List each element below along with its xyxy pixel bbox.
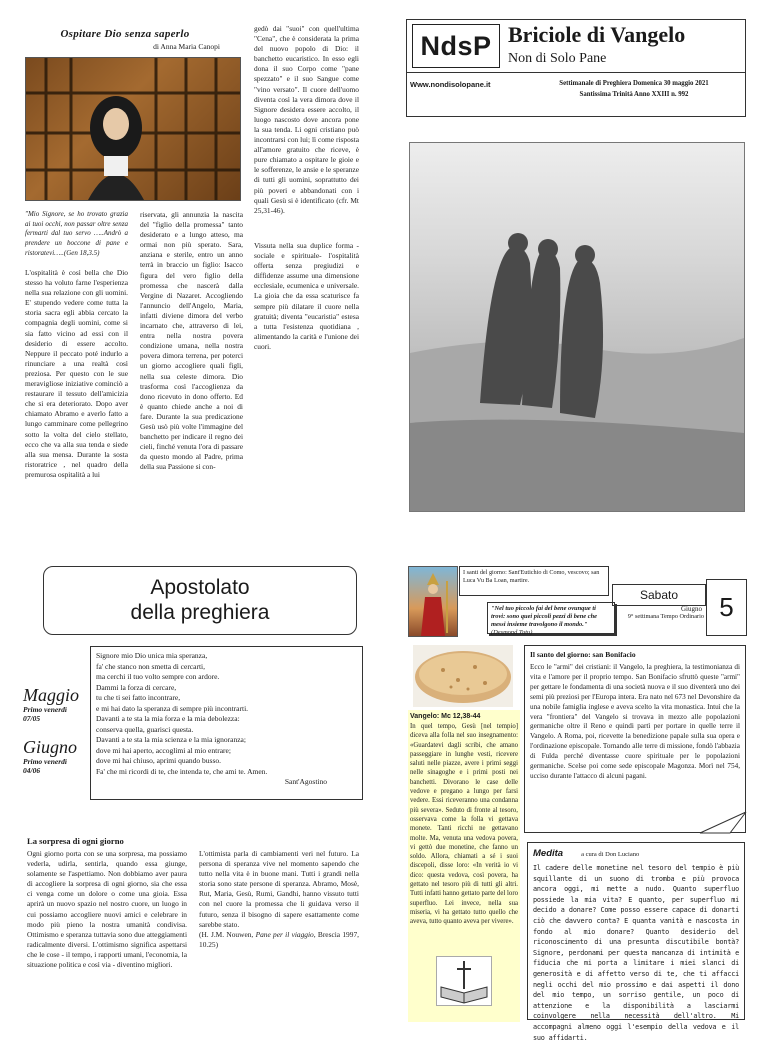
tutu-author: (Desmond Tutu) [491,629,533,636]
saints-box [459,566,609,596]
prayer-author: Sant'Agostino [284,777,327,786]
masthead-subtitle: Non di Solo Pane [508,51,607,66]
article-source-pre: (H. J.M. Nouwen, [199,929,256,939]
medita-box [527,842,745,1042]
month-june-sub: Primo venerdì [23,757,67,766]
engraving-disciples [409,142,745,512]
prayer-line: Davanti a te sta la mia forza e la mia debolezza: [96,714,240,723]
month-june [23,737,93,775]
prayer-line: dove mi hai aperto, accoglimi al mio entrare; [96,745,231,755]
bread-image [413,645,513,707]
apostolato-title-1: Apostolato [150,576,250,599]
prayer-line: tu che ti sei fatto incontrare, [96,693,181,702]
article-title: La sorpresa di ogni giorno [27,836,124,846]
prayer-line: Fa' che mi ricordi di te, che intenda te, che ami te. Amen. [96,766,268,776]
q1-col3b: Vissuta nella sua duplice forma - sociale e spirituale- l'ospitalità offerta senza pregiudizi e diffidenze assume una dimensione ecclesiale, ecumenica e universale. La gioia che da essa scaturisce fa sempre più dilatare il cuore nella gratuità; diventa "eucaristia" estesa a tutta l'esistenza quotidiana , alimentando la carità e l'unione dei cuori. [254,241,359,351]
issue-line-1: Settimanale di Preghiera Domenica 30 maggio 2021 [559,80,709,87]
q1-author: di Anna Maria Canopi [153,42,220,51]
prayer-line: dove mi hai chiuso, aprimi quando busso. [96,756,221,765]
figures-icon [410,143,744,511]
prayer-line: Davanti a te sta la mia scienza e la mia ignoranza; [96,735,246,744]
issue-line-2: Santissima Trinità Anno XXIII n. 992 [579,91,689,98]
page-curl-icon [700,812,746,834]
saints-of-day: I santi del giorno: Sant'Eutichio di Como, vescovo; san Luca Vu Ba Loan, martire. [463,569,600,584]
masthead-divider [406,72,746,73]
saint-of-day-box [524,645,746,833]
medita-author: a cura di Don Luciano [581,851,640,858]
gospel-reference: Vangelo: Mc 12,38-44 [410,713,481,720]
medita-header [533,846,739,861]
article-col-2 [199,849,359,1021]
tutu-quote-box [487,602,615,634]
day-name: Sabato [639,588,679,602]
article-col-2-text: L'ottimista parla di cambiamenti veri nel futuro. La persona di speranza vive nel momento sapendo che tutto nella vita è in buone mani. Tutti i grandi nella storia sono state persone di speranza. Abramo, Mosè, Rut, Maria, Gesù, Rumi, Gandhi, hanno vissuto tutti con nel cuore la promessa che li guidava verso il futuro, senza il bisogno di sapere esattamente come sarebbe stato. [199,849,359,929]
website-link[interactable]: Www.nondisolopane.it [410,80,491,89]
apostolato-title-2: della preghiera [130,601,270,624]
prayer-line: conserva quella, guarisci questa. [96,724,194,734]
q1-title: Ospitare Dio senza saperlo [60,28,190,40]
logo-text: NdsP [420,30,492,61]
month-may-name: Maggio [23,685,79,705]
day-number-box [706,579,747,636]
liturgical-week: 9° settimana Tempo Ordinario [627,613,704,620]
grille-icon [26,58,240,200]
logo-box [412,24,500,68]
prayer-line: ma cerchi il tuo volto sempre con ardore. [96,672,220,681]
prayer-line: e mi hai dato la speranza di sempre più incontrarti. [96,703,249,713]
medita-text: Il cadere delle monetine nel tesoro del tempio è più squillante di un suono di tromba e più provoca ancora oggi, mi mette a nudo. Quanto superfluo possiede la mia vita? E quanto, per superfluo mi decido a donare? Come posso essere capace di donarti ciò che davvero conta? E quanta vanità e nascosta in fondo al mio donare? Quanto desiderio del riconoscimento di una presunta discutibile bontà? Signore, perdonami per questa mancanza di intimità e fiducia che mi porta a limitare i miei slanci di generosità e di affetto verso di te, che ti affacci negli occhi del mio prossimo e dai aspetti il dono del mio tempo, un sorriso gentile, un poco di attenzione e la disponibilità a lasciarmi coinvolgere nella necessità dell'altro. Mi accompagni almeno oggi l'esempio della vedova e il suo affidarti. [533,864,739,1042]
article-source-book: Pane per il viaggio [255,929,314,939]
q1-quote: "Mio Signore, se ho trovato grazia ai tuoi occhi, non passar oltre senza fermarti dal tuo servo …..Andrò a prendere un boccone di pane e ristoratevi…..(Gen 18,3.5) [25,210,128,257]
nun-photo [25,57,241,201]
prayer-box [90,646,363,800]
page-curl [700,812,746,834]
q1-col1: L'ospitalità è così bella che Dio stesso ha voluto farne l'esperienza nella sua relazione con gli uomini. E' stupendo vedere come tutta la storia sacra egli abbia cercato la compagnia degli uomini, come si sia fatto vicino ad essi con il desiderio di essere accolto. Neppure il peccato poté indurlo a rinunciare a una realtà così preziosa. Per questo con le sue meravigliose iniziative cominciò a restaurare il tessuto dell'amicizia che si era deteriorato. Dopo aver chiamato Abramo e averlo fatto a lungo camminare come pellegrino sotto la volta del cielo stellato, ecco che va alla sua tenda e siede alla sua mensa. Durante la sosta ristoratrice , nel quadro della premurosa ospitalità a lui [25,268,128,479]
bread-icon [413,645,513,707]
bishop-icon [409,567,457,636]
day-number: 5 [719,592,734,622]
q1-col2: riservata, gli annunzia la nascita del "figlio della promessa" tanto desiderato e a lungo atteso, ma ormai non più sperato. Sara, anziana e sterile, entro un anno terrà in braccio un figlio: Isacco figura del vero figlio della promessa che nascerà dalla Vergine di Nazaret. Accogliendo l'annuncio dell'Angelo, Maria, infatti diviene dimora del verbo incarnato che, attraverso di lei, entra nella nostra povera condizione umana, nella nostra povera dimora terrena, per poterci un giorno accogliere quali figli, nella sua celeste dimora. Dio trasforma così l'accoglienza da dono ricevuto in dono offerto. Ed è quanto chiede anche a noi di fare. Durante la sua predicazione Gesù usò più volte l'immagine del banchetto per indicare il regno dei cieli, finché venuta l'ora di passare da questo mondo al Padre, prima della sua Passione si con- [140,210,243,472]
prayer-line: Dammi la forza di cercare, [96,682,177,692]
day-name-box [612,584,706,606]
saint-of-day-text: Ecco le "armi" dei cristiani: il Vangelo, la preghiera, la testimonianza di vita e l'amore per il proprio tempo. San Bonifacio sfruttò queste "armi" per gettare le fondamenta di una società nuova e il suo diventerà uno dei semi più preziosi per l'Europa intera. Era nato nel 673 nel Devonshire da una nobile famiglia inglese e aveva scelto la vita monastica. Intuì che la vera "frontiera" del Vangelo si trovava in mezzo alle popolazioni germaniche oltre il Reno e quindi partì per portare in quelle terre il Vangelo. A Roma, poi, ricevette la benedizione papale sulla sua opera e l'ordinazione episcopale. Tornando alle terre di missione, fondò l'abbazia di Fulda perché diventasse cuore spirituale per le popolazioni germaniche. Scelse poi come sede episcopale Magonza. Morì nel 754, ucciso durante l'attacco di alcuni pagani. [530,663,740,780]
medita-label: Medita [533,848,564,859]
month-june-date: 04/06 [23,766,41,775]
month-name: Giugno [681,605,702,613]
masthead-title: Briciole di Vangelo [508,22,686,47]
book-image [436,956,492,1006]
month-may-date: 07/05 [23,714,41,723]
gospel-box [408,710,520,1022]
open-book-icon [437,957,491,1005]
article-source-post: , Brescia 1997, 10.25) [199,929,359,949]
prayer-line: Signore mio Dio unica mia speranza, [96,651,208,660]
prayer-line: fa' che stanco non smetta di cercarti, [96,661,206,671]
tutu-quote: "Nel tuo piccolo fai del bene ovunque ti trovi: sono quei piccoli pezzi di bene che messi insieme travolgono il mondo." [491,605,597,628]
gospel-text: In quel tempo, Gesù [nel tempio] diceva alla folla nel suo insegnamento: «Guardatevi dagli scribi, che amano passeggiare in lunghe vesti, ricevere saluti nelle piazze, avere i primi seggi nelle sinagoghe e i primi posti nei banchetti. Divorano le case delle vedove e pregano a lungo per farsi vedere. Essi riceveranno una condanna più severa». Seduto di fronte al tesoro, osservava come la folla vi gettava monete. Tanti ricchi ne gettavano molte. Ma, venuta una vedova povera, vi gettò due monetine, che fanno un soldo. Allora, chiamati a sé i suoi discepoli, disse loro: «In verità io vi dico: questa vedova, così povera, ha gettato nel tesoro più di tutti gli altri. Tutti infatti hanno gettato parte del loro superfluo. Lei invece, nella sua miseria, vi ha gettato tutto quello che aveva, tutto quanto aveva per vivere». [410,723,518,926]
month-june-name: Giugno [23,737,77,757]
month-may [23,685,93,723]
month-may-sub: Primo venerdì [23,705,67,714]
saint-icon-image [408,566,458,637]
prayer-text [96,651,357,777]
saint-of-day-title: Il santo del giorno: san Bonifacio [530,650,636,659]
apostolato-header [43,566,357,635]
q1-col3: gedò dai "suoi" con quell'ultima "Cena", che è considerata la prima del nuovo popolo di Dio: il banchetto eucaristico. In esso egli dona il suo Corpo come "pane spezzato" e il suo Sangue come "vino versato". Il cuore dell'uomo diventa così la vera dimora dove il Signore desidera essere accolto, il luogo nascosto dove ancora pone la sua tenda. Li ogni cristiano può incontrarsi con lui; lì come risposta all'amore gratuito che riceve, è pure chiamato a ospitare le gioie e le sofferenze, le ansie e le speranze di tutti gli uomini, soprattutto dei più poveri e abbandonati con i quali Gesù si è identificato (cfr. Mt 25,31-46). [254,24,359,215]
article-col-1: Ogni giorno porta con se una sorpresa, ma possiamo vederla, udirla, sentirla, quando essa giunge, solamente se l'aspettiamo. Non dobbiamo aver paura di accogliere la sorpresa di ogni giorno, sia che essa ci venga come un dolore o come una gioia. Essa aprirà un nuovo spazio nel nostro cuore, un luogo in cui possiamo accogliere nuovi amici e celebrare in modo più pieno la nostra umanità condivisa. Ottimismo e speranza tuttavia sono due atteggiamenti radicalmente diversi. L'ottimismo significa aspettarsi che le cose - il tempo, i rapporti umani, l'economia, la situazione politica e così via - diventino migliori. [27,849,187,970]
